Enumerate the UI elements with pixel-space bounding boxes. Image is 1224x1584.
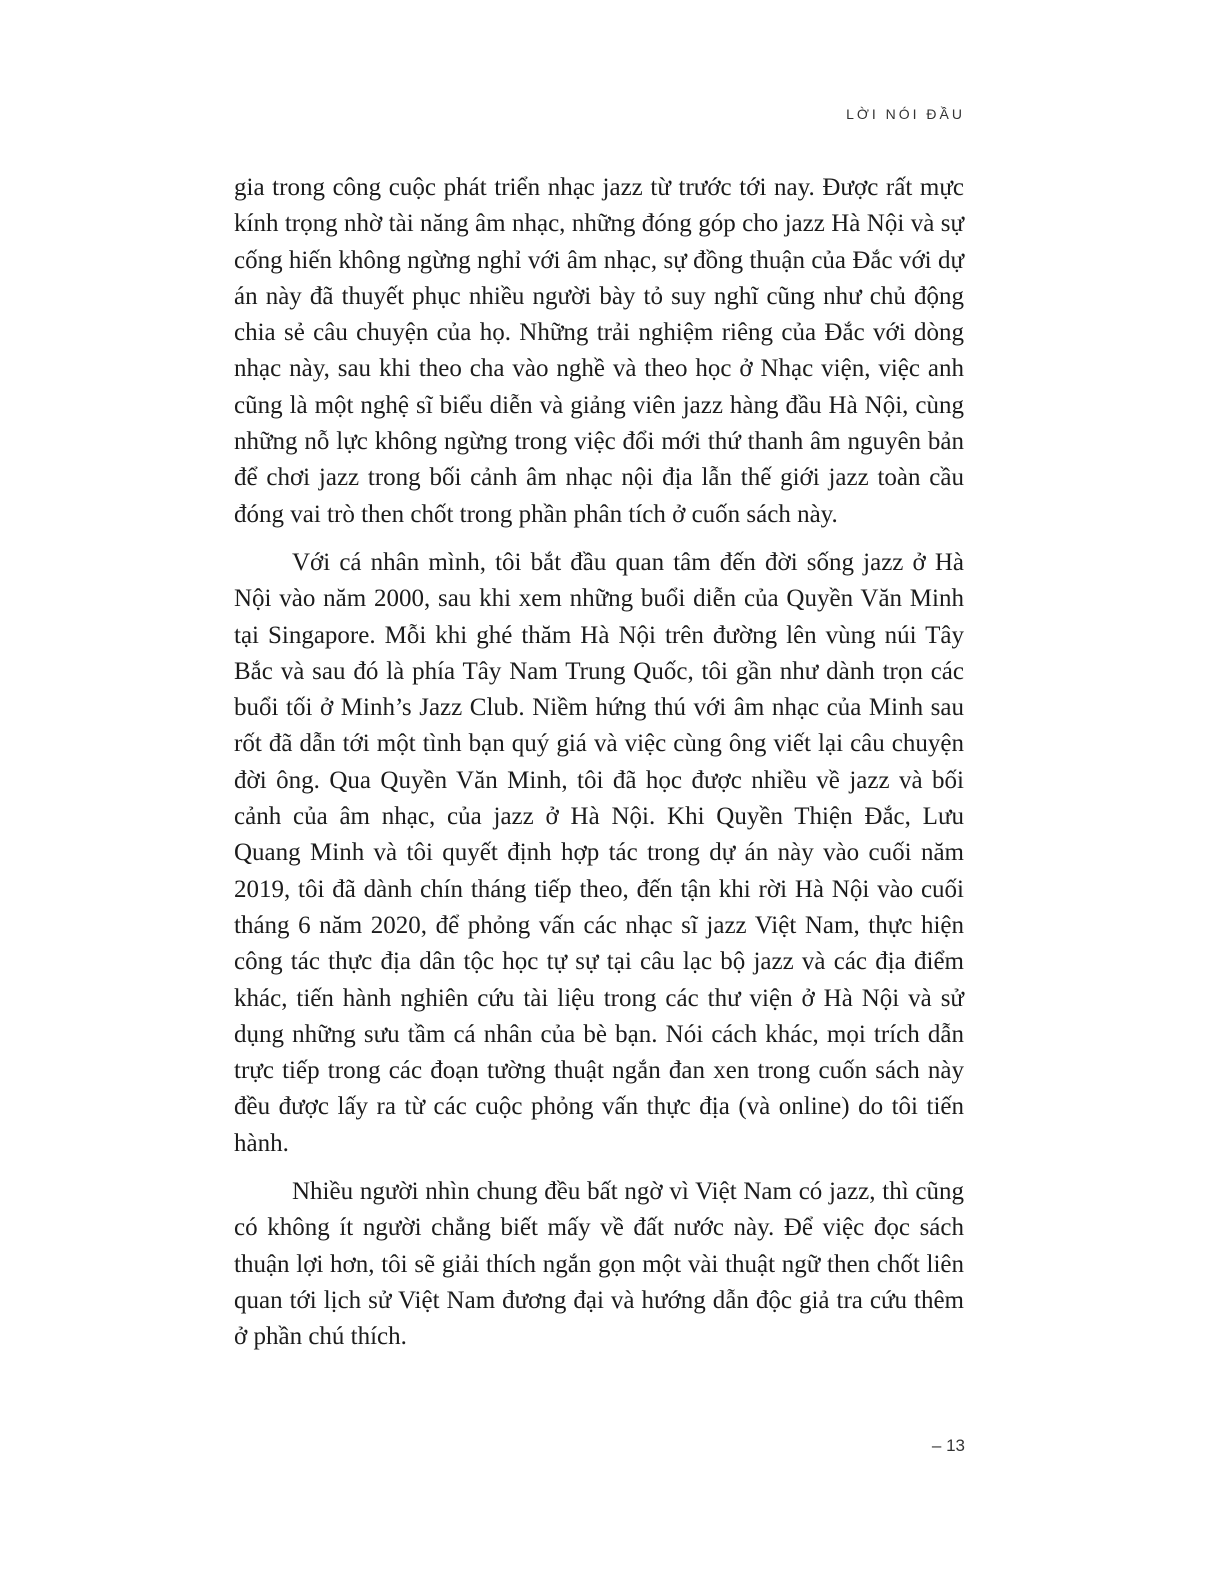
body-text	[234, 170, 964, 1356]
running-head: LỜI NÓI ĐẦU	[846, 106, 965, 122]
paragraph: Với cá nhân mình, tôi bắt đầu quan tâm đến đời sống jazz ở Hà Nội vào năm 2000, sau khi xem những buổi diễn của Quyền Văn Minh tại Singapore. Mỗi khi ghé thăm Hà Nội trên đường lên vùng núi Tây Bắc và sau đó là phía Tây Nam Trung Quốc, tôi gần như dành trọn các buổi tối ở Minh’s Jazz Club. Niềm hứng thú với âm nhạc của Minh sau rốt đã dẫn tới một tình bạn quý giá và việc cùng ông viết lại câu chuyện đời ông. Qua Quyền Văn Minh, tôi đã học được nhiều về jazz và bối cảnh của âm nhạc, của jazz ở Hà Nội. Khi Quyền Thiện Đắc, Lưu Quang Minh và tôi quyết định hợp tác trong dự án này vào cuối năm 2019, tôi đã dành chín tháng tiếp theo, đến tận khi rời Hà Nội vào cuối tháng 6 năm 2020, để phỏng vấn các nhạc sĩ jazz Việt Nam, thực hiện công tác thực địa dân tộc học tự sự tại câu lạc bộ jazz và các địa điểm khác, tiến hành nghiên cứu tài liệu trong các thư viện ở Hà Nội và sử dụng những sưu tầm cá nhân của bè bạn. Nói cách khác, mọi trích dẫn trực tiếp trong các đoạn tường thuật ngắn đan xen trong cuốn sách này đều được lấy ra từ các cuộc phỏng vấn thực địa (và online) do tôi tiến hành.	[234, 548, 964, 1157]
paragraph-continued: gia trong công cuộc phát triển nhạc jazz từ trước tới nay. Được rất mực kính trọng nhờ tài năng âm nhạc, những đóng góp cho jazz Hà Nội và sự cống hiến không ngừng nghỉ với âm nhạc, sự đồng thuận của Đắc với dự án này đã thuyết phục nhiều người bày tỏ suy nghĩ cũng như chủ động chia sẻ câu chuyện của họ. Những trải nghiệm riêng của Đắc với dòng nhạc này, sau khi theo cha vào nghề và theo học ở Nhạc viện, việc anh cũng là một nghệ sĩ biểu diễn và giảng viên jazz hàng đầu Hà Nội, cùng những nỗ lực không ngừng trong việc đổi mới thứ thanh âm nguyên bản để chơi jazz trong bối cảnh âm nhạc nội địa lẫn thế giới jazz toàn cầu đóng vai trò then chốt trong phần phân tích ở cuốn sách này.	[234, 174, 964, 528]
page-number: – 13	[931, 1436, 965, 1455]
paragraph: Nhiều người nhìn chung đều bất ngờ vì Việt Nam có jazz, thì cũng có không ít người chẳng biết mấy về đất nước này. Để việc đọc sách thuận lợi hơn, tôi sẽ giải thích ngắn gọn một vài thuật ngữ then chốt liên quan tới lịch sử Việt Nam đương đại và hướng dẫn độc giả tra cứu thêm ở phần chú thích.	[234, 1178, 964, 1351]
